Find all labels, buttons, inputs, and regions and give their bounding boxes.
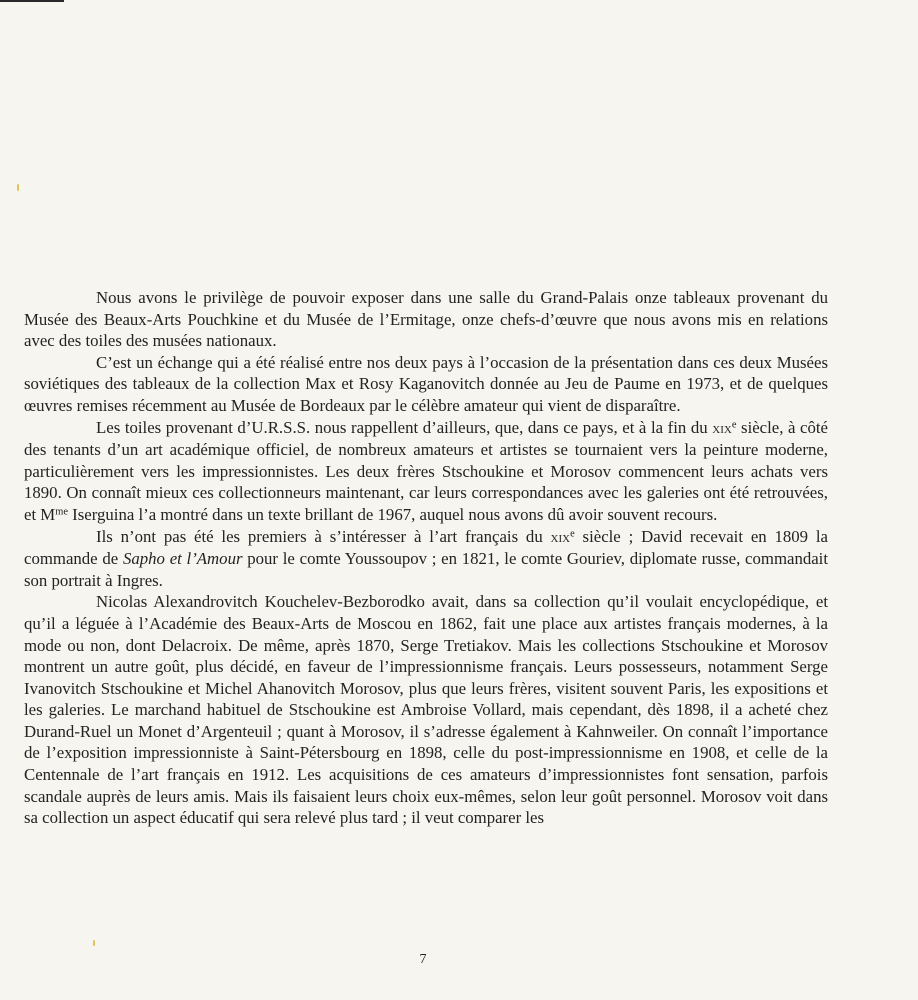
paragraph (24, 591, 828, 829)
text-run: Nicolas Alexandrovitch Kouchelev-Bezborodko avait, dans sa collection qu’il voulait encyclopédique, et qu’il a léguée à l’Académie des Beaux-Arts de Moscou en 1862, fait une place aux artistes français modernes, à la mode ou non, dont Delacroix. De même, après 1870, Serge Tretiakov. Mais les collections Stschoukine et Morosov montrent un autre goût, plus décidé, en faveur de l’impressionnisme français. Leurs possesseurs, notamment Serge Ivanovitch Stschoukine et Michel Ahanovitch Morosov, plus que leurs frères, visitent souvent Paris, les expositions et les galeries. Le marchand habituel de Stschoukine est Ambroise Vollard, mais cependant, dès 1898, il a acheté chez Durand-Ruel un Monet d’Argenteuil ; quant à Morosov, il s’adresse également à Kahnweiler. On connaît l’importance de l’exposition impressionniste à Saint-Pétersbourg en 1898, celle du post-impressionnisme en 1908, et celle de la Centennale de l’art français en 1912. Les acquisitions de ces amateurs d’impressionnistes font sensation, parfois scandale auprès de leurs amis. Mais ils faisaient leurs choix eux-mêmes, selon leur goût personnel. Morosov voit dans sa collection un aspect éducatif qui sera relevé plus tard ; il veut comparer les (24, 592, 828, 828)
top-rule (0, 0, 64, 2)
text-run: pour le comte Youssoupov ; en 1821, le comte Gouriev, diplomate russe, commandait son portrait à Ingres. (24, 549, 829, 590)
text-run: C’est un échange qui a été réalisé entre nos deux pays à l’occasion de la présentation dans ces deux Musées soviétiques des tableaux de la collection Max et Rosy Kaganovitch donnée au Jeu de Paume en 1973, et de quelques œuvres remises récemment au Musée de Bordeaux par le célèbre amateur qui vient de disparaître. (24, 352, 828, 415)
text-run: Ils n’ont pas été les premiers à s’intéresser à l’art français du (96, 526, 551, 546)
small-caps-text: xix (550, 528, 571, 546)
text-run: Nous avons le privilège de pouvoir exposer dans une salle du Grand-Palais onze tableaux provenant du Musée des Beaux-Arts Pouchkine et du Musée de l’Ermitage, onze chefs-d’œuvre que nous avons mis en relations avec des toiles des musées nationaux. (24, 288, 828, 351)
text-run: siècle, à côté des tenants d’un art académique officiel, de nombreux amateurs et artistes se tournaient vers la peinture moderne, particulièrement vers les impressionnistes. Les deux frères Stschoukine et Morosov commencent leurs achats vers 1890. On connaît mieux ces collectionneurs maintenant, car leurs correspondances avec les galeries ont été retrouvées, et M (24, 417, 828, 524)
superscript: e (731, 418, 737, 430)
text-run: Iserguina l’a montré dans un texte brillant de 1967, auquel nous avons dû avoir souvent recours. (67, 504, 718, 524)
paragraph (24, 417, 828, 526)
small-caps-text: xix (712, 419, 732, 437)
body-text (24, 287, 828, 829)
superscript: me (55, 506, 68, 518)
text-run: Les toiles provenant d’U.R.S.S. nous rappellent d’ailleurs, que, dans ce pays, et à la fin du (96, 417, 713, 437)
superscript: e (570, 527, 575, 539)
artwork-title: Sapho et l’Amour (122, 549, 243, 569)
paragraph (24, 352, 828, 417)
paper-speck (17, 184, 19, 191)
paper-speck (93, 940, 95, 946)
page-number: 7 (419, 952, 427, 967)
text-run: siècle ; David recevait en 1809 la commande de (24, 526, 828, 569)
paragraph (24, 287, 828, 352)
paragraph (24, 526, 828, 592)
